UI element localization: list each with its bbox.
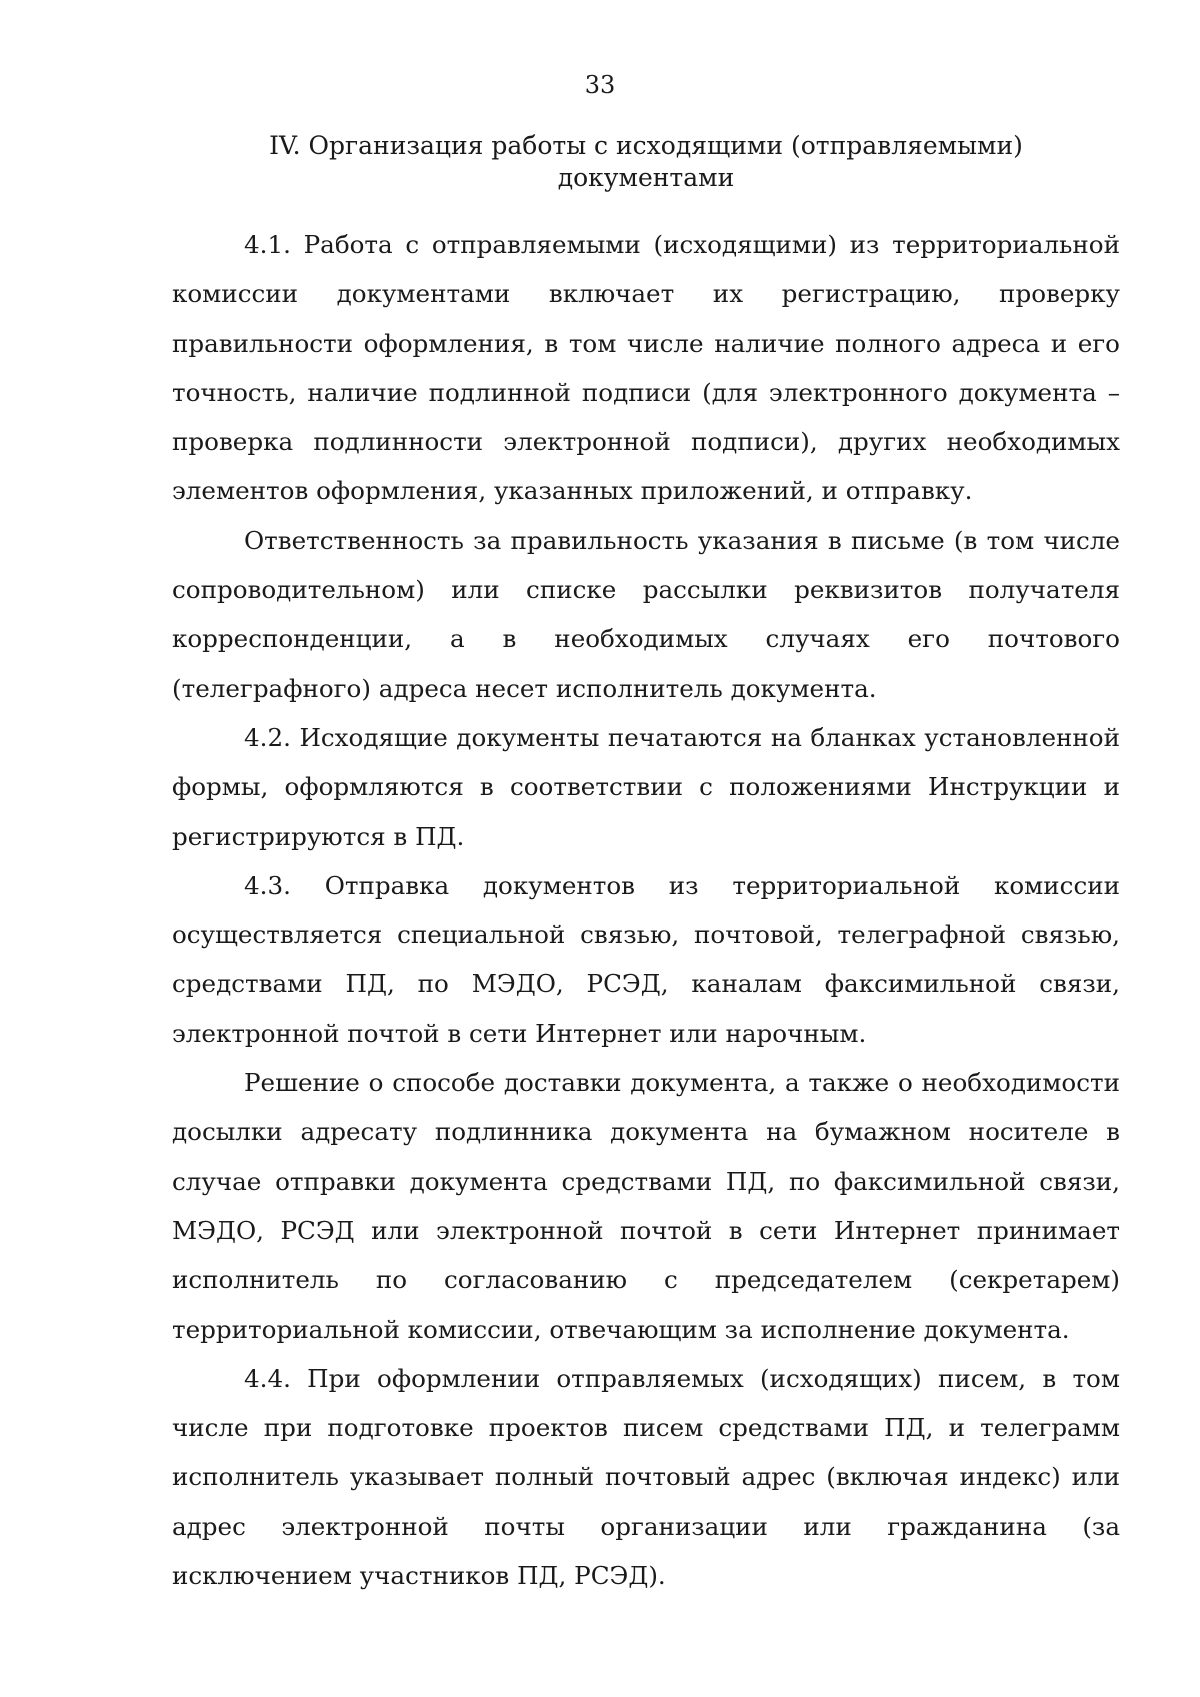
body-text [172,220,1120,1600]
paragraph-4-4: 4.4. При оформлении отправляемых (исходящих) писем, в том числе при подготовке проектов писем средствами ПД, и телеграмм исполнитель указывает полный почтовый адрес (включая индекс) или адрес электронной почты организации или гражданина (за исключением участников ПД, РСЭД). [172,1363,1120,1591]
paragraph-responsibility: Ответственность за правильность указания в письме (в том числе сопроводительном) или списке рассылки реквизитов получателя корреспонденции, а в необходимых случаях его почтового (телеграфного) адреса несет исполнитель документа. [172,525,1120,703]
section-title-line-1: IV. Организация работы с исходящими (отправляемыми) [269,131,1023,160]
paragraph-delivery-decision: Решение о способе доставки документа, а также о необходимости досылки адресату подлинника документа на бумажном носителе в случае отправки документа средствами ПД, по факсимильной связи, МЭДО, РСЭД или электронной почтой в сети Интернет принимает исполнитель по согласованию с председателем (секретарем) территориальной комиссии, отвечающим за исполнение документа. [172,1068,1120,1344]
page-number: 33 [584,71,616,99]
paragraph-4-2: 4.2. Исходящие документы печатаются на бланках установленной формы, оформляются в соответствии с положениями Инструкции и регистрируются в ПД. [172,722,1120,851]
section-title [172,130,1120,194]
section-title-line-2: документами [557,163,735,192]
paragraph-4-3: 4.3. Отправка документов из территориальной комиссии осуществляется специальной связью, почтовой, телеграфной связью, средствами ПД, по МЭДО, РСЭД, каналам факсимильной связи, электронной почтой в сети Интернет или нарочным. [172,870,1120,1048]
paragraph-4-1: 4.1. Работа с отправляемыми (исходящими) из территориальной комиссии документами включает их регистрацию, проверку правильности оформления, в том числе наличие полного адреса и его точность, наличие подлинной подписи (для электронного документа – проверка подлинности электронной подписи), других необходимых элементов оформления, указанных приложений, и отправку. [172,230,1120,506]
